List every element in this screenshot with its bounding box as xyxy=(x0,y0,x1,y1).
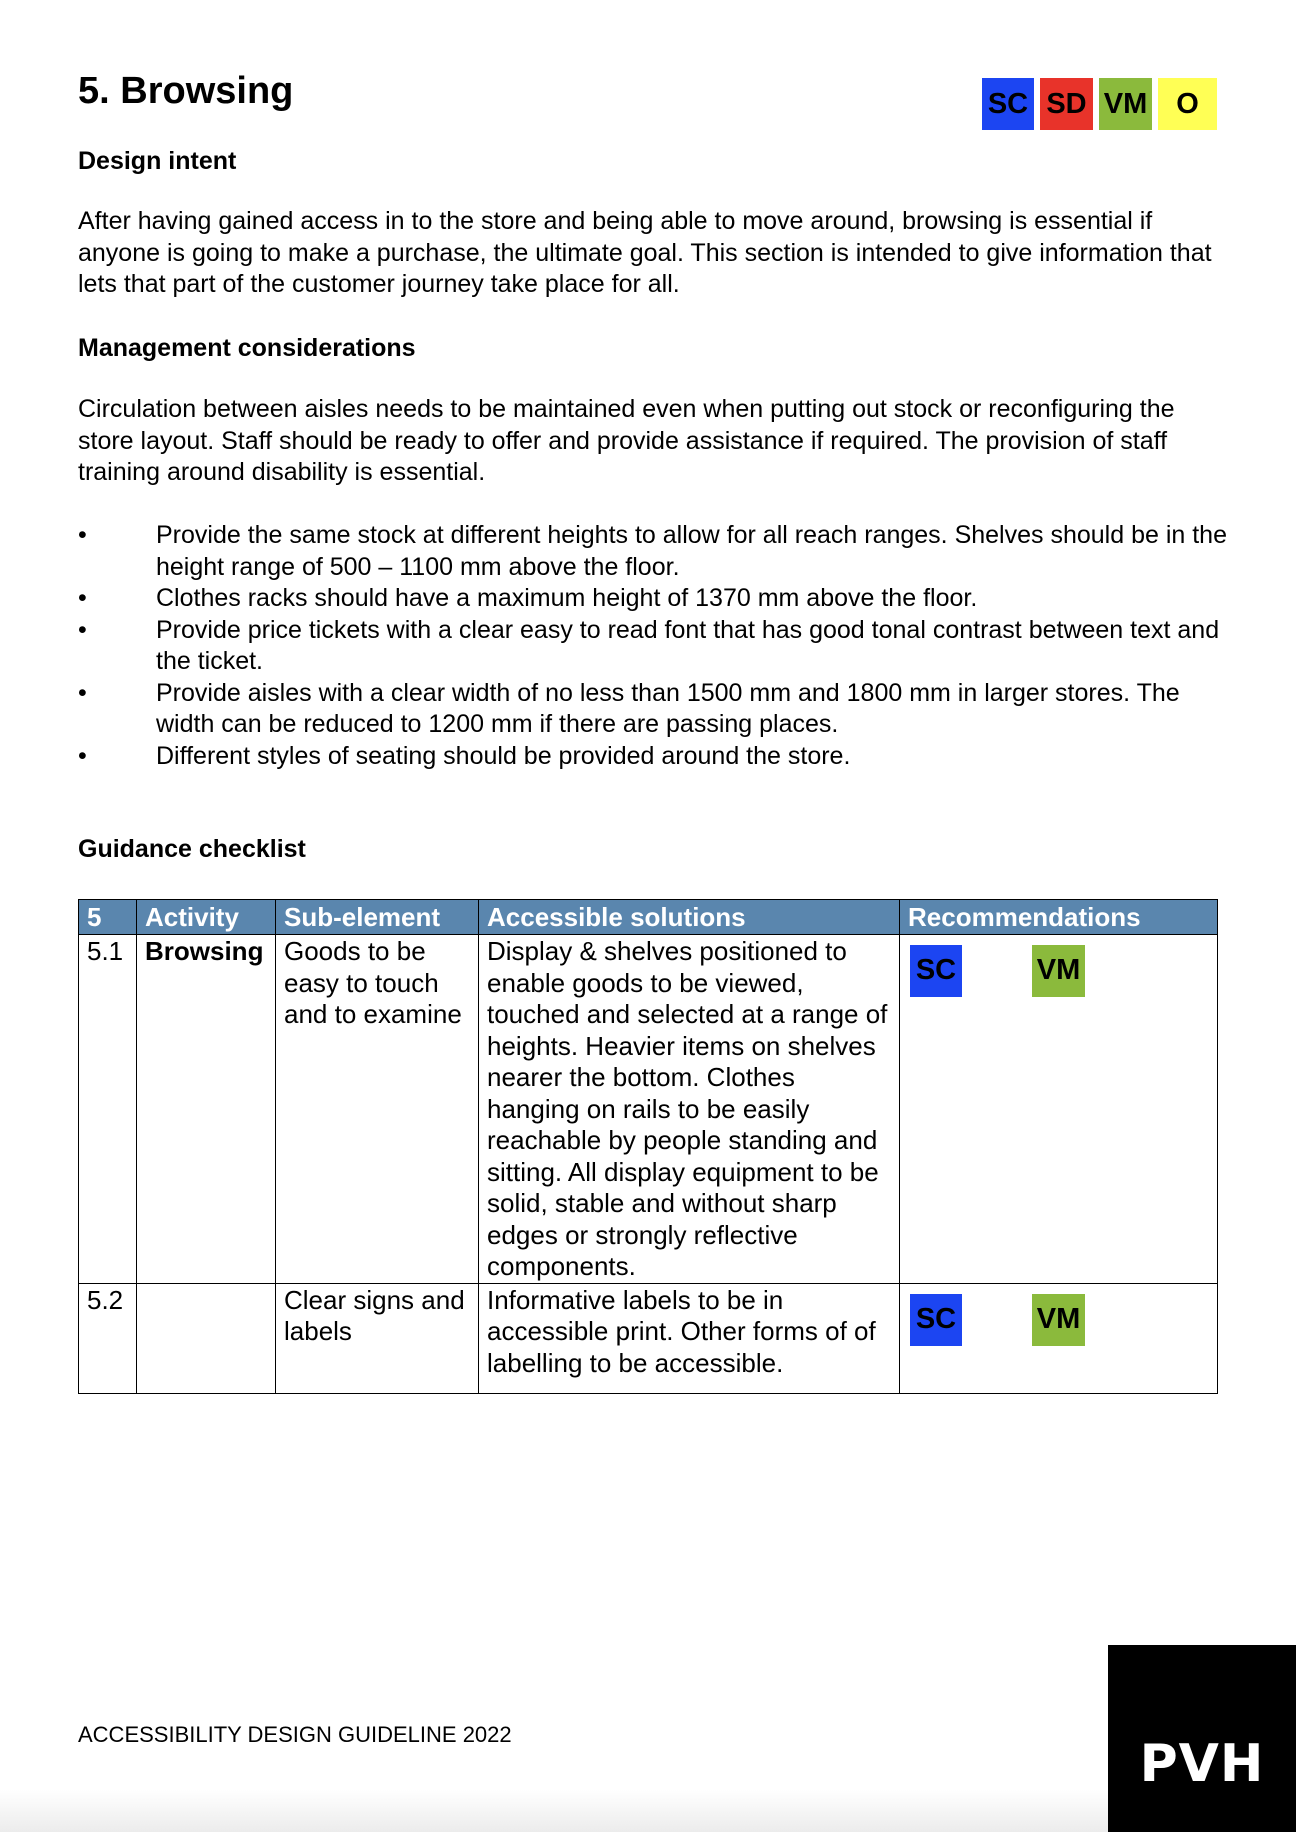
cell-sub-element: Goods to be easy to touch and to examine xyxy=(276,935,479,1284)
management-heading: Management considerations xyxy=(78,334,416,362)
design-intent-heading: Design intent xyxy=(78,147,237,175)
management-text: Circulation between aisles needs to be maintained even when putting out stock or reconfiguring the store layout. Staff should be ready to offer and provide assistance if required. The provision of staff training around disability is essential. xyxy=(78,395,1175,486)
bullet-item xyxy=(78,583,1228,615)
bullet-item xyxy=(78,678,1228,741)
bullet-dot: • xyxy=(78,584,87,612)
bullet-item xyxy=(78,615,1228,678)
bullet-item xyxy=(78,520,1228,583)
col-header-sub-element: Sub-element xyxy=(276,900,479,935)
rec-badge-sc: SC xyxy=(910,945,962,997)
bullet-dot: • xyxy=(78,521,87,549)
col-header-activity: Activity xyxy=(137,900,276,935)
bullet-text: Provide aisles with a clear width of no less than 1500 mm and 1800 mm in larger stores. The width can be reduced to 1200 mm if there are passing places. xyxy=(156,678,1180,738)
recommendation-badges xyxy=(908,1285,1209,1345)
checklist-heading: Guidance checklist xyxy=(78,835,306,863)
badge-vm: VM xyxy=(1099,78,1152,130)
cell-activity xyxy=(137,1283,276,1393)
bullet-text: Different styles of seating should be provided around the store. xyxy=(156,741,851,770)
cell-recommendations xyxy=(900,935,1218,1284)
guidance-checklist-table xyxy=(78,899,1218,1394)
page-bottom-shade xyxy=(0,1790,1108,1832)
recommendation-badges xyxy=(908,936,1209,996)
bullet-text: Clothes racks should have a maximum height of 1370 mm above the floor. xyxy=(156,584,978,612)
bullet-dot: • xyxy=(78,615,87,644)
rec-badge-vm: VM xyxy=(1032,1294,1085,1346)
badge-o: O xyxy=(1158,78,1217,130)
bullet-text: Provide the same stock at different heights to allow for all reach ranges. Shelves should be in the height range of 500 – 1100 mm above the floor. xyxy=(156,521,1227,581)
design-intent-text: After having gained access in to the store and being able to move around, browsing is essential if anyone is going to make a purchase, the ultimate goal. This section is intended to give information that lets that part of the customer journey take place for all. xyxy=(78,207,1212,298)
col-header-recommendations: Recommendations xyxy=(900,900,1218,935)
table-header-row xyxy=(79,900,1218,935)
cell-solutions: Informative labels to be in accessible print. Other forms of of labelling to be accessible. xyxy=(479,1283,900,1393)
cell-solutions: Display & shelves positioned to enable goods to be viewed, touched and selected at a range of heights. Heavier items on shelves nearer the bottom. Clothes hanging on rails to be easily reachable by people standing and sitting. All display equipment to be solid, stable and without sharp edges or strongly reflective components. xyxy=(479,935,900,1284)
badge-sd: SD xyxy=(1040,78,1093,130)
rec-badge-sc: SC xyxy=(910,1294,962,1346)
col-header-number: 5 xyxy=(79,900,137,935)
bullet-dot: • xyxy=(78,741,87,770)
pvh-logo-block xyxy=(1108,1645,1296,1832)
bullet-item xyxy=(78,741,1228,773)
bullet-text: Provide price tickets with a clear easy to read font that has good tonal contrast between text and the ticket. xyxy=(156,615,1220,675)
rec-badge-vm: VM xyxy=(1032,945,1085,997)
table-row xyxy=(79,1283,1218,1393)
pvh-logo: PVH xyxy=(1139,1734,1265,1794)
header-badges xyxy=(982,78,1217,130)
badge-sc: SC xyxy=(982,78,1034,130)
cell-number: 5.1 xyxy=(79,935,137,1284)
cell-recommendations xyxy=(900,1283,1218,1393)
cell-activity: Browsing xyxy=(137,935,276,1284)
bullet-dot: • xyxy=(78,678,87,707)
footer-text: ACCESSIBILITY DESIGN GUIDELINE 2022 xyxy=(78,1722,512,1747)
cell-number: 5.2 xyxy=(79,1283,137,1393)
page-title: 5. Browsing xyxy=(78,70,294,112)
table-row xyxy=(79,935,1218,1284)
management-bullet-list xyxy=(78,520,1228,772)
cell-sub-element: Clear signs and labels xyxy=(276,1283,479,1393)
col-header-solutions: Accessible solutions xyxy=(479,900,900,935)
